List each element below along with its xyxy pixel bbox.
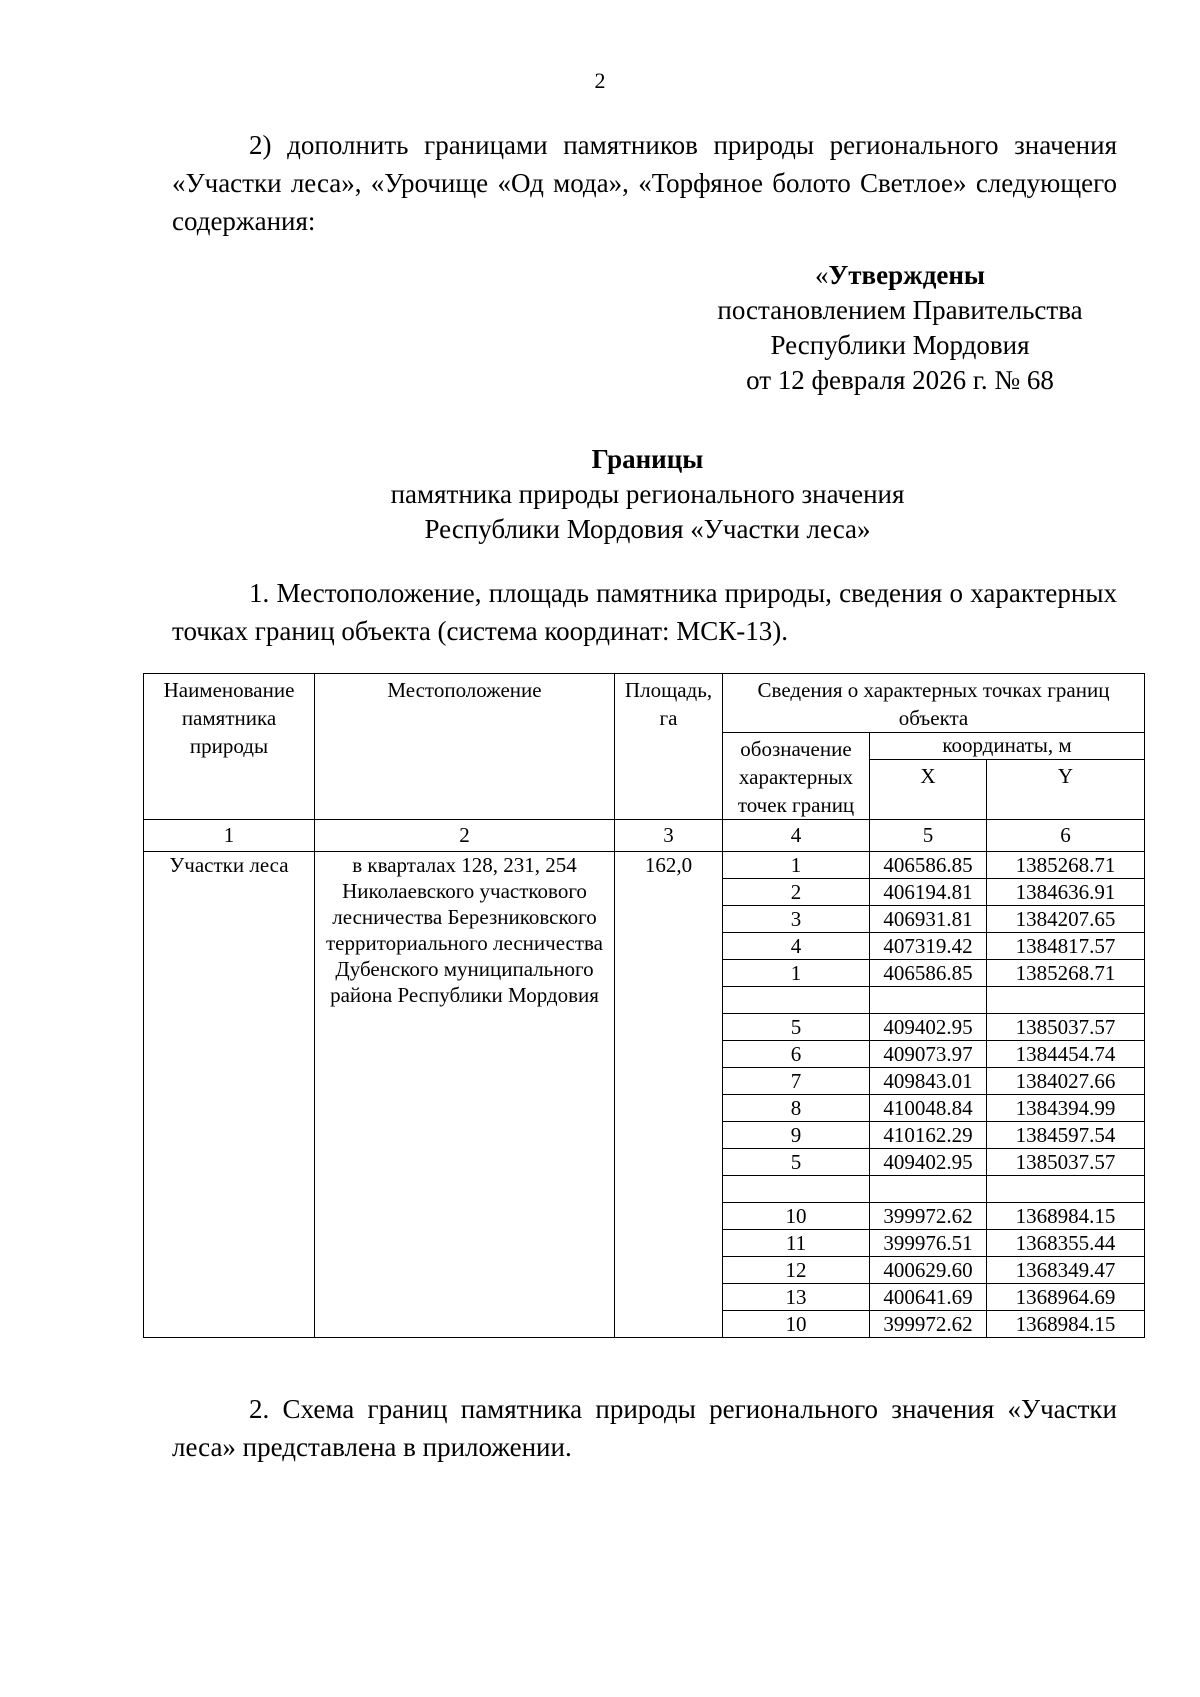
coordinate-y: 1368984.15	[987, 1203, 1145, 1230]
coordinate-x: 409843.01	[870, 1068, 987, 1095]
coordinate-y: 1384636.91	[987, 879, 1145, 906]
page-number: 2	[594, 68, 606, 93]
coordinate-x: 400641.69	[870, 1284, 987, 1311]
coordinate-x: 409073.97	[870, 1041, 987, 1068]
point-number: 6	[723, 1041, 870, 1068]
header-name: Наименование памятника природы	[144, 674, 315, 820]
approval-open-quote: «	[814, 260, 829, 290]
header-boundary-info: Сведения о характерных точках границ объекта	[723, 674, 1145, 733]
point-number	[723, 1176, 870, 1203]
point-number: 8	[723, 1095, 870, 1122]
header-designation: обозначение характерных точек границ	[723, 733, 870, 820]
table-row	[144, 852, 1145, 879]
header-x: X	[870, 759, 987, 819]
coordinate-x: 407319.42	[870, 933, 987, 960]
coordinate-y: 1385268.71	[987, 960, 1145, 987]
approval-date: от 12 февраля 2026 г. № 68	[746, 365, 1054, 395]
point-number: 4	[723, 933, 870, 960]
point-number: 12	[723, 1257, 870, 1284]
coordinate-y	[987, 1176, 1145, 1203]
point-number: 9	[723, 1122, 870, 1149]
coordinate-y: 1384817.57	[987, 933, 1145, 960]
column-number: 5	[870, 820, 987, 852]
coordinate-y: 1368984.15	[987, 1311, 1145, 1338]
coordinate-x: 399972.62	[870, 1311, 987, 1338]
approval-block	[680, 258, 1120, 398]
title-line: памятника природы регионального значения	[390, 479, 905, 509]
coordinate-x	[870, 987, 987, 1014]
point-number: 2	[723, 879, 870, 906]
monument-area: 162,0	[615, 852, 723, 1338]
coordinate-y: 1384454.74	[987, 1041, 1145, 1068]
coordinate-x: 409402.95	[870, 1014, 987, 1041]
column-number: 1	[144, 820, 315, 852]
coordinate-x: 409402.95	[870, 1149, 987, 1176]
coordinate-y: 1368349.47	[987, 1257, 1145, 1284]
header-location: Местоположение	[315, 674, 615, 820]
section-2-paragraph: 2. Схема границ памятника природы регионального значения «Участки леса» представлена в приложении.	[172, 1394, 1117, 1462]
coordinate-y: 1384207.65	[987, 906, 1145, 933]
boundary-points-table	[143, 673, 1145, 1338]
coordinate-x: 399972.62	[870, 1203, 987, 1230]
column-number: 3	[615, 820, 723, 852]
monument-location: в кварталах 128, 231, 254 Николаевского участкового лесничества Березниковского территориального лесничества Дубенского муниципального района Республики Мордовия	[315, 852, 615, 1338]
intro-paragraph: 2) дополнить границами памятников природы регионального значения «Участки леса», «Урочище «Од мода», «Торфяное болото Светлое» следующего содержания:	[172, 130, 1117, 236]
column-number: 6	[987, 820, 1145, 852]
point-number: 11	[723, 1230, 870, 1257]
coordinate-x: 410162.29	[870, 1122, 987, 1149]
coordinate-y: 1384027.66	[987, 1068, 1145, 1095]
coordinate-y: 1385037.57	[987, 1149, 1145, 1176]
point-number: 10	[723, 1203, 870, 1230]
coordinate-y: 1384394.99	[987, 1095, 1145, 1122]
header-coordinates: координаты, м	[870, 733, 1145, 760]
coordinate-x: 406586.85	[870, 852, 987, 879]
coordinate-y: 1368964.69	[987, 1284, 1145, 1311]
point-number: 1	[723, 960, 870, 987]
coordinate-x: 399976.51	[870, 1230, 987, 1257]
coordinate-x: 410048.84	[870, 1095, 987, 1122]
title-line: Республики Мордовия «Участки леса»	[424, 514, 871, 544]
coordinate-x: 400629.60	[870, 1257, 987, 1284]
monument-name: Участки леса	[144, 852, 315, 1338]
point-number: 3	[723, 906, 870, 933]
coordinate-x: 406194.81	[870, 879, 987, 906]
coordinate-y: 1368355.44	[987, 1230, 1145, 1257]
document-title	[150, 442, 1145, 547]
point-number: 1	[723, 852, 870, 879]
title-heading: Границы	[591, 444, 704, 474]
point-number: 10	[723, 1311, 870, 1338]
column-number: 2	[315, 820, 615, 852]
approval-line: постановлением Правительства	[717, 295, 1083, 325]
coordinate-x	[870, 1176, 987, 1203]
point-number	[723, 987, 870, 1014]
header-area: Площадь, га	[615, 674, 723, 820]
coordinate-x: 406931.81	[870, 906, 987, 933]
point-number: 5	[723, 1014, 870, 1041]
column-number: 4	[723, 820, 870, 852]
coordinate-y: 1385268.71	[987, 852, 1145, 879]
coordinate-y	[987, 987, 1145, 1014]
coordinate-x: 406586.85	[870, 960, 987, 987]
section-1-paragraph: 1. Местоположение, площадь памятника природы, сведения о характерных точках границ объекта (система координат: МСК-13).	[172, 578, 1117, 646]
point-number: 13	[723, 1284, 870, 1311]
coordinate-y: 1385037.57	[987, 1014, 1145, 1041]
coordinate-y: 1384597.54	[987, 1122, 1145, 1149]
point-number: 7	[723, 1068, 870, 1095]
header-y: Y	[987, 759, 1145, 819]
approval-heading: Утверждены	[828, 260, 985, 290]
point-number: 5	[723, 1149, 870, 1176]
approval-line: Республики Мордовия	[770, 330, 1030, 360]
